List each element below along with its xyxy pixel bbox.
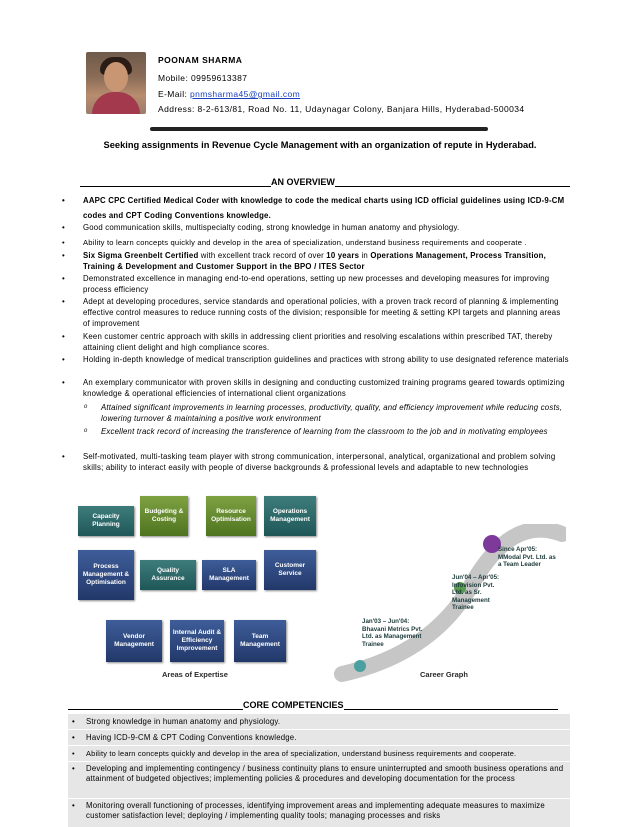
list-item: • Self-motivated, multi-tasking team player with strong communication, interpersonal, analytical, organizational and problem solving skills; ability to interact easily with people of diverse backgrounds & professional levels and adaptable to new technologies: [62, 452, 556, 472]
core-heading: [68, 700, 558, 710]
list-item: • Monitoring overall functioning of processes, identifying improvement areas and implementing adequate measures to maximize customer satisfaction level; deploying / implementing quality tools; managing processes and risks: [72, 801, 545, 820]
list-item: • Ability to learn concepts quickly and develop in the area of specialization, understand business requirements and cooperate.: [72, 749, 517, 758]
expertise-box: Internal Audit & Efficiency Improvement: [170, 620, 224, 662]
list-item: • Strong knowledge in human anatomy and physiology.: [72, 717, 281, 726]
sub-list-item: o Attained significant improvements in learning processes, productivity, quality, and efficiency improvement while reducing costs, lowering turnover & maintaining a positive work environment: [84, 403, 563, 423]
email-link[interactable]: pnmsharma45@gmail.com: [190, 89, 301, 99]
overview-title: AN OVERVIEW: [271, 177, 335, 187]
list-item: • Ability to learn concepts quickly and develop in the area of specialization, understand business requirements and cooperate .: [62, 238, 527, 247]
expertise-box: Process Management & Optimisation: [78, 550, 134, 600]
email-label: E-Mail:: [158, 89, 191, 99]
address: Address: 8-2-613/81, Road No. 11, Udaynagar Colony, Banjara Hills, Hyderabad-500034: [158, 104, 525, 114]
overview-heading: [80, 177, 570, 187]
header-divider: [150, 127, 488, 131]
expertise-career-diagram: [72, 494, 566, 682]
list-item: • An exemplary communicator with proven skills in designing and conducting customized training programs geared towards optimizing knowledge & operational efficiencies of international client organizations: [62, 378, 565, 398]
email-line: [158, 89, 300, 99]
career-caption: Career Graph: [420, 670, 468, 679]
sub-list-item: o Excellent track record of increasing the transference of learning from the classroom to the job and in motivating employees: [84, 427, 548, 436]
expertise-box: Operations Management: [264, 496, 316, 536]
expertise-box: Budgeting & Costing: [140, 496, 188, 536]
list-item: • Having ICD-9-CM & CPT Coding Conventions knowledge.: [72, 733, 297, 742]
core-title: CORE COMPETENCIES: [243, 700, 344, 710]
profile-photo: [86, 52, 146, 114]
mobile-number: Mobile: 09959613387: [158, 73, 248, 83]
expertise-box: SLA Management: [202, 560, 256, 590]
expertise-box: Customer Service: [264, 550, 316, 590]
career-step: Since Apr'05: MModal Pvt. Ltd. as a Team Leader: [498, 546, 556, 569]
expertise-box: Resource Optimisation: [206, 496, 256, 536]
list-item: • Good communication skills, multispecialty coding, strong knowledge in human anatomy and physiology.: [62, 223, 460, 232]
career-node: [354, 660, 366, 672]
career-step: Jun'04 – Apr'05: Infovision Pvt. Ltd. as Sr. Management Trainee: [452, 574, 500, 612]
expertise-box: Team Management: [234, 620, 286, 662]
list-item: • Demonstrated excellence in managing end-to-end operations, setting up new processes and developing measures for improving process efficiency: [62, 274, 550, 294]
objective-statement: Seeking assignments in Revenue Cycle Management with an organization of repute in Hyderabad.: [103, 140, 537, 150]
expertise-box: Quality Assurance: [140, 560, 196, 590]
expertise-box: Capacity Planning: [78, 506, 134, 536]
list-item: • Keen customer centric approach with skills in addressing client priorities and resolving escalations within prescribed TAT, thereby attaining client delight and high compliance scores.: [62, 332, 553, 352]
expertise-box: Vendor Management: [106, 620, 162, 662]
list-item: • AAPC CPC Certified Medical Coder with knowledge to code the medical charts using ICD official guidelines using ICD-9-CM codes and CPT Coding Conventions knowledge.: [62, 196, 565, 220]
list-item: • Six Sigma Greenbelt Certified with excellent track record of over 10 years in Operations Management, Process Transition, Training & Development and Customer Support in the BPO / ITES Sector: [62, 251, 546, 271]
candidate-name: POONAM SHARMA: [158, 55, 243, 65]
career-step: Jan'03 – Jun'04: Bhavani Metrics Pvt. Ltd. as Management Trainee: [362, 618, 423, 648]
list-item: • Adept at developing procedures, service standards and operational policies, with a proven track record of planning & implementing effective control measures to reduce running costs of the division; responsible for meeting & setting KPI targets and planning areas of improvement: [62, 297, 561, 328]
list-item: • Holding in-depth knowledge of medical transcription guidelines and practices with strong ability to use designated reference materials: [62, 355, 569, 364]
expertise-caption: Areas of Expertise: [162, 670, 228, 679]
list-item: • Developing and implementing contingency / business continuity plans to ensure uninterrupted and smooth business operations and attainment of budgeted objectives; implementing policies & procedures and developing documentation for the process: [72, 764, 564, 783]
